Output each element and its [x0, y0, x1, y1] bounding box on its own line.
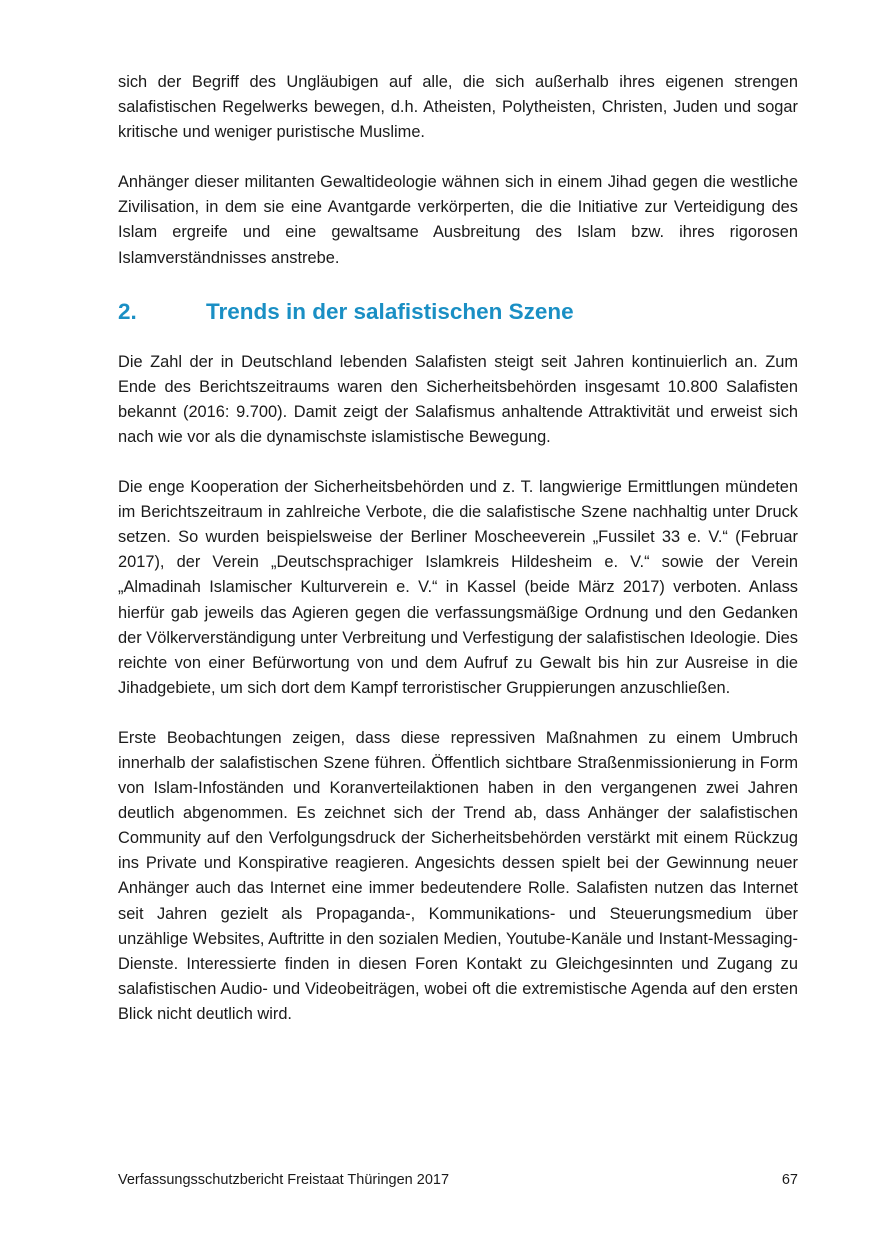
body-paragraph: sich der Begriff des Ungläubigen auf alle, die sich außerhalb ihres eigenen strengen salafistischen Regelwerks bewegen, d.h. Atheisten, Polytheisten, Christen, Juden und sogar kritische und weniger puristische Muslime.: [118, 73, 798, 142]
body-paragraph: Die Zahl der in Deutschland lebenden Salafisten steigt seit Jahren kontinuierlich an. Zum Ende des Berichtszeitraums waren den Sicherheitsbehörden insgesamt 10.800 Salafisten bekannt (2016: 9.700). Damit zeigt der Salafismus anhaltende Attraktivität und erweist sich nach wie vor als die dynamischste islamistische Bewegung.: [118, 352, 798, 446]
body-paragraph: Anhänger dieser militanten Gewaltideologie wähnen sich in einem Jihad gegen die westliche Zivilisation, in dem sie eine Avantgarde verkörperten, die die Initiative zur Verteidigung des Islam ergreife und eine gewaltsame Ausbreitung des Islam bzw. ihres rigorosen Islamverständnisses anstrebe.: [118, 173, 798, 267]
body-paragraph: Die enge Kooperation der Sicherheitsbehörden und z. T. langwierige Ermittlungen mündeten im Berichtszeitraum in zahlreiche Verbote, die die salafistische Szene nachhaltig unter Druck setzen. So wurden beispielsweise der Berliner Moscheeverein „Fussilet 33 e. V.“ (Februar 2017), der Verein „Deutschsprachiger Islamkreis Hildesheim e. V.“ sowie der Verein „Almadinah Islamischer Kulturverein e. V.“ in Kassel (beide März 2017) verboten. Anlass hierfür gab jeweils das Agieren gegen die verfassungsmäßige Ordnung und den Gedanken der Völkerverständigung unter Verbreitung und Verfestigung der salafistischen Ideologie. Dies reichte von einer Befürwortung von und dem Aufruf zu Gewalt bis hin zur Ausreise in die Jihadgebiete, um sich dort dem Kampf terroristischer Gruppierungen anzuschließen.: [118, 478, 798, 697]
section-heading: [118, 297, 798, 327]
section-title: Trends in der salafistischen Szene: [206, 298, 574, 324]
page-footer: [118, 1170, 798, 1190]
page-content: [118, 70, 798, 1027]
footer-publication-title: Verfassungsschutzbericht Freistaat Thüringen 2017: [118, 1172, 450, 1188]
page-number: 67: [781, 1172, 798, 1188]
body-paragraph: Erste Beobachtungen zeigen, dass diese repressiven Maßnahmen zu einem Umbruch innerhalb der salafistischen Szene führen. Öffentlich sichtbare Straßenmissionierung in Form von Islam-Infoständen und Koranverteilaktionen haben in den vergangenen zwei Jahren deutlich abgenommen. Es zeichnet sich der Trend ab, dass Anhänger der salafistischen Community auf den Verfolgungsdruck der Sicherheitsbehörden verstärkt mit einem Rückzug ins Private und Konspirative reagieren. Angesichts dessen spielt bei der Gewinnung neuer Anhänger auch das Internet eine immer bedeutendere Rolle. Salafisten nutzen das Internet seit Jahren gezielt als Propaganda-, Kommunikations- und Steuerungsmedium über unzählige Websites, Auftritte in den sozialen Medien, Youtube-Kanäle und Instant-Messaging-Dienste. Interessierte finden in diesen Foren Kontakt zu Gleichgesinnten und Zugang zu salafistischen Audio- und Videobeiträgen, wobei oft die extremistische Agenda auf den ersten Blick nicht deutlich wird.: [118, 728, 798, 1023]
section-number: 2.: [118, 298, 137, 324]
